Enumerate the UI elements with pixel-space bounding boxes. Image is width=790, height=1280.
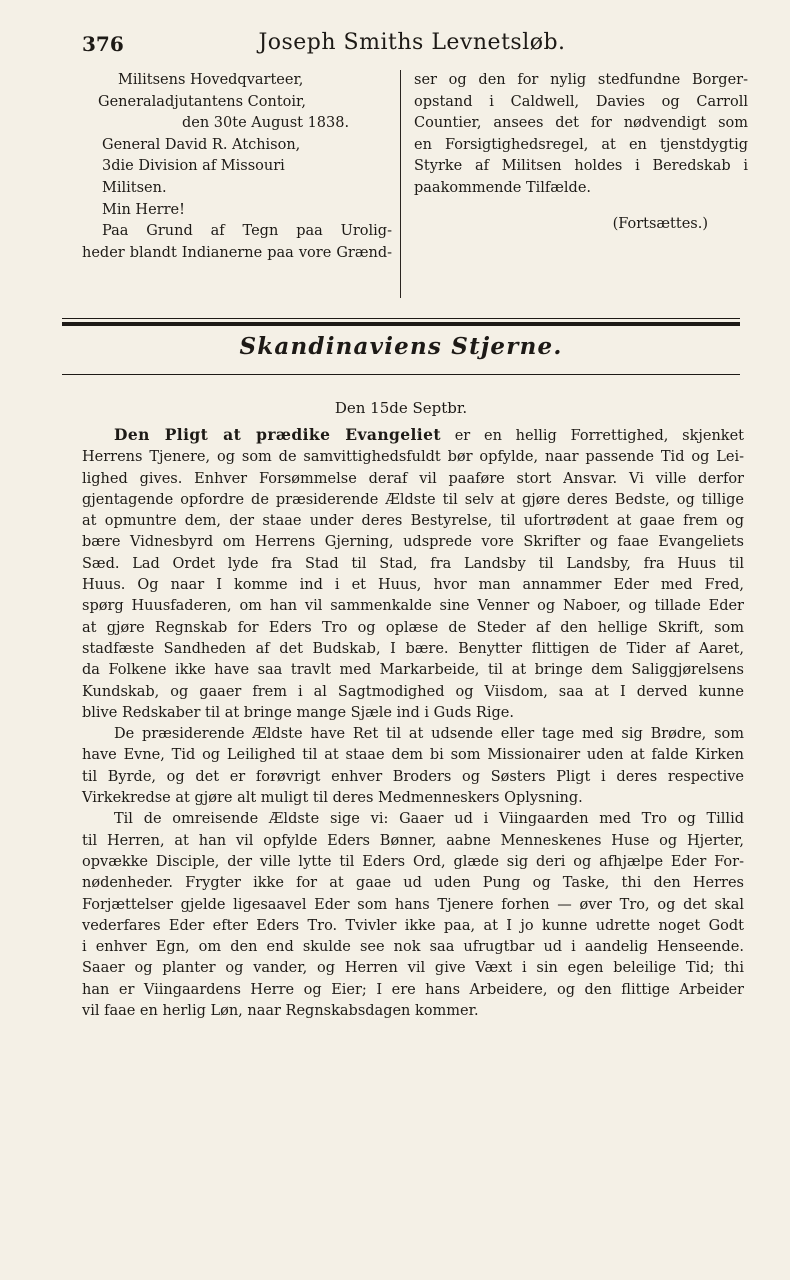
section-rule-thick: [62, 322, 740, 326]
article-line: at opmuntre dem, der staae under deres Bestyrelse, til ufortrødent at gaae frem og: [82, 513, 744, 530]
article-line: lighed gives. Enhver Forsømmelse deraf vil paaføre stort Ansvar. Vi ville derfor: [82, 470, 744, 487]
page-number: 376: [82, 32, 124, 56]
article-line: blive Redskaber til at bringe mange Sjæle ind i Guds Rige.: [82, 704, 514, 721]
letter-line: Militsens Hovedqvarteer,: [118, 72, 304, 88]
article-line: nødenheder. Frygter ikke for at gaae ud uden Pung og Taske, thi den Herres: [82, 875, 744, 892]
article-line: opvække Disciple, der ville lytte til Eders Ord, glæde sig deri og afhjælpe Eder For-: [82, 853, 744, 870]
article-line: Huus. Og naar I komme ind i et Huus, hvor man annammer Eder med Fred,: [82, 577, 744, 594]
letter-line: den 30te August 1838.: [182, 115, 350, 132]
article-line: stadfæste Sandheden af det Budskab, I bære. Benytter flittigen de Tider af Aaret,: [82, 640, 744, 657]
article-line: til Byrde, og det er forøvrigt enhver Broders og Søsters Pligt i deres respective: [82, 768, 744, 785]
article-line: gjentagende opfordre de præsiderende Ældste til selv at gjøre deres Bedste, og tillige: [82, 491, 744, 508]
article-line: vil faae en herlig Løn, naar Regnskabsdagen kommer.: [82, 1003, 479, 1020]
article-line: til Herren, at han vil opfylde Eders Bønner, aabne Menneskenes Huse og Hjerter,: [82, 832, 744, 849]
paragraph-3: [82, 809, 744, 1022]
article-line: De præsiderende Ældste have Ret til at udsende eller tage med sig Brødre, som: [114, 726, 744, 743]
letter-line: heder blandt Indianerne paa vore Grænd-: [82, 244, 392, 261]
letter-line: Militsen.: [102, 179, 167, 196]
lead-phrase: Den Pligt at prædike Evangeliet: [114, 425, 441, 444]
continued-note: (Fortsættes.): [612, 215, 708, 232]
letter-line: Countier, ansees det for nødvendigt som: [414, 115, 748, 132]
paragraph-1: [82, 424, 744, 724]
letter-line: Generaladjutantens Contoir,: [98, 93, 306, 110]
lead-continuation: er en hellig Forrettighed, skjenket: [454, 428, 745, 444]
article-line: da Folkene ikke have saa travlt med Markarbeide, til at bringe dem Saliggjørelsens: [82, 662, 744, 679]
article-line: Til de omreisende Ældste sige vi: Gaaer ud i Viingaarden med Tro og Tillid: [114, 811, 744, 828]
article-line: spørg Huusfaderen, om han vil sammenkalde sine Venner og Naboer, og tillade Eder: [82, 598, 744, 615]
article-line: vederfares Eder efter Eders Tro. Tvivler ikke paa, at I jo kunne udrette noget Godt: [82, 917, 744, 934]
article-line: Kundskab, og gaaer frem i al Sagtmodighed og Viisdom, saa at I derved kunne: [82, 683, 744, 700]
article-line: Herrens Tjenere, og som de samvittighedsfuldt bør opfylde, naar passende Tid og Lei-: [82, 449, 744, 466]
letter-line: 3die Division af Missouri: [102, 158, 285, 175]
article-line: han er Viingaardens Herre og Eier; I ere hans Arbeidere, og den flittige Arbeider: [82, 981, 744, 998]
article-line: Virkekredse at gjøre alt muligt til deres Medmenneskers Oplysning.: [82, 790, 583, 807]
letter-line: paakommende Tilfælde.: [414, 179, 592, 196]
letter-line: General David R. Atchison,: [102, 136, 301, 153]
section-rule-thin: [62, 318, 740, 319]
article-line: have Evne, Tid og Leilighed til at staae dem bi som Missionairer uden at falde Kirken: [82, 747, 744, 764]
article-body: [82, 424, 744, 1022]
dateline: Den 15de Septbr.: [334, 399, 468, 417]
article-line: Sæd. Lad Ordet lyde fra Stad til Stad, fra Landsby til Landsby, fra Huus til: [82, 555, 744, 572]
letter-line: ser og den for nylig stedfundne Borger-: [414, 72, 748, 88]
letter-left-column: [82, 70, 392, 264]
letter-line: Paa Grund af Tegn paa Urolig-: [102, 223, 392, 240]
letter-right-column: [414, 70, 748, 235]
article-line: bære Vidnesbyrd om Herrens Gjerning, udsprede vore Skrifter og faae Evangeliets: [82, 534, 744, 551]
salutation: Min Herre!: [102, 201, 185, 218]
article-line: [82, 424, 744, 447]
letter-line: en Forsigtighedsregel, at en tjenstdygtig: [414, 136, 748, 153]
column-divider: [400, 70, 401, 298]
masthead-rule: [62, 374, 740, 375]
article-line: Saaer og planter og vander, og Herren vil give Væxt i sin egen beleilige Tid; thi: [82, 960, 744, 977]
running-title: Joseph Smiths Levnetsløb.: [258, 30, 566, 55]
running-head: [82, 28, 742, 64]
article-line: Forjættelser gjelde ligesaavel Eder som hans Tjenere forhen — øver Tro, og det skal: [82, 896, 744, 913]
article-line: i enhver Egn, om den end skulde see nok saa ufrugtbar ud i aandelig Henseende.: [82, 939, 744, 956]
letter-line: Styrke af Militsen holdes i Beredskab i: [414, 158, 748, 175]
article-line: at gjøre Regnskab for Eders Tro og oplæse de Steder af den hellige Skrift, som: [82, 619, 744, 636]
paragraph-2: [82, 724, 744, 809]
letter-columns: [82, 70, 748, 308]
letter-line: opstand i Caldwell, Davies og Carroll: [414, 93, 748, 110]
masthead-title: Skandinaviens Stjerne.: [239, 333, 563, 360]
